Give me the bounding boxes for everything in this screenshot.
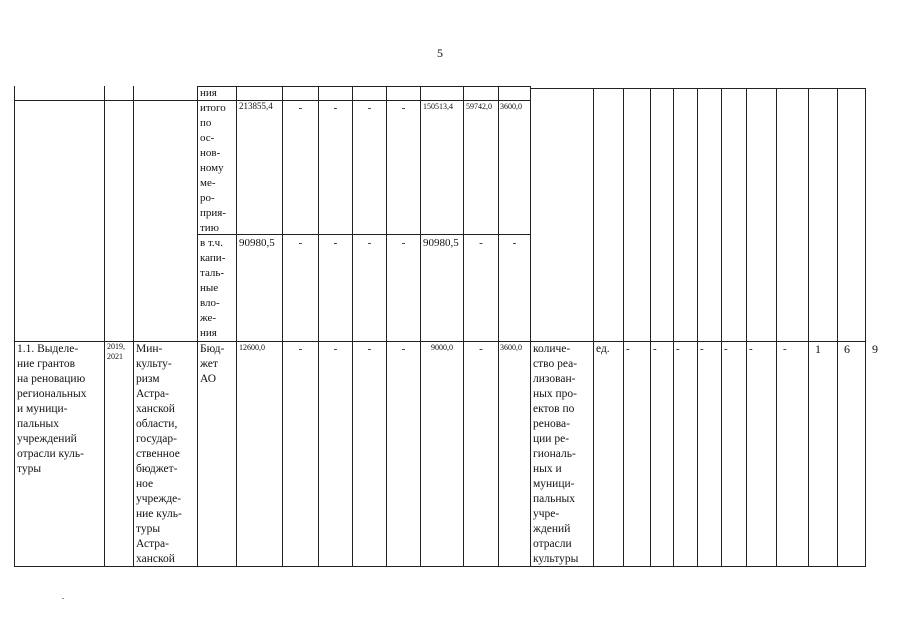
row-executor: Мин- культу- ризм Астра- ханской области, государ- ственное бюджет- ное учрежде- ние куль- туры Астра- ханской (136, 343, 182, 565)
column-divider (808, 88, 809, 567)
column-divider (236, 86, 237, 567)
row-divider (197, 234, 530, 235)
row-value: - (367, 343, 372, 355)
column-divider (282, 86, 283, 567)
row-value: - (298, 343, 303, 355)
subtotal-capital-value: - (298, 237, 303, 249)
row-indicator: количе- ство реа- лизован- ных про- ектов по ренова- ции ре- гиональ- ных и муници- пальных учре- ждений отрасли культуры (533, 343, 579, 565)
subtotal-main-value: - (298, 102, 303, 114)
column-divider (386, 86, 387, 567)
row-total: 12600,0 (239, 343, 265, 352)
row-indicator-value: 6 (844, 342, 850, 356)
subtotal-main-value: 3600,0 (500, 102, 522, 111)
header-cell: ния (200, 87, 217, 99)
column-divider (593, 88, 594, 567)
column-divider (746, 88, 747, 567)
row-name: 1.1. Выделе- ние грантов на реновацию региональных и муници- пальных учреждений отрасли куль- туры (17, 343, 87, 475)
row-indicator-value: - (626, 343, 630, 355)
subtotal-main-value: 150513,4 (423, 102, 453, 111)
column-divider (463, 86, 464, 567)
subtotal-capital-total: 90980,5 (239, 237, 275, 249)
subtotal-main-value: 59742,0 (466, 102, 492, 111)
column-divider (352, 86, 353, 567)
row-value: 3600,0 (500, 343, 522, 352)
subtotal-capital-label: в т.ч. капи- таль- ные вло- же- ния (200, 237, 226, 339)
subtotal-capital-value: - (401, 237, 406, 249)
row-indicator-value: - (749, 343, 753, 355)
row-indicator-value: - (700, 343, 704, 355)
row-value: - (479, 343, 483, 355)
row-years: 2019, 2021 (107, 342, 125, 361)
row-indicator-value: - (676, 343, 680, 355)
column-divider (865, 88, 866, 567)
subtotal-capital-value: - (512, 237, 517, 249)
row-value: - (401, 343, 406, 355)
column-divider (318, 86, 319, 567)
column-divider (420, 86, 421, 567)
column-divider (623, 88, 624, 567)
subtotal-main-value: - (333, 102, 338, 114)
column-divider (104, 86, 105, 567)
scan-speck (62, 598, 64, 599)
row-indicator-value: - (783, 343, 787, 355)
subtotal-capital-value: - (479, 237, 483, 249)
subtotal-main-value: - (401, 102, 406, 114)
row-value: 9000,0 (431, 343, 453, 352)
row-indicator-value: 1 (815, 342, 821, 356)
subtotal-main-value: - (367, 102, 372, 114)
table-top-border (197, 86, 530, 87)
column-divider (14, 86, 15, 567)
column-divider (721, 88, 722, 567)
subtotal-capital-value: - (333, 237, 338, 249)
row-indicator-value: 9 (872, 342, 878, 356)
column-divider (650, 88, 651, 567)
column-divider (776, 88, 777, 567)
column-divider (837, 88, 838, 567)
subtotal-main-label: итого по ос- нов- ному ме- ро- прия- тию (200, 102, 226, 234)
row-funding-source: Бюд- жет АО (200, 343, 225, 385)
column-divider (673, 88, 674, 567)
subtotal-capital-value: 90980,5 (423, 237, 459, 249)
row-indicator-value: - (653, 343, 657, 355)
row-indicator-value: - (724, 343, 728, 355)
column-divider (697, 88, 698, 567)
column-divider (498, 86, 499, 567)
subtotal-main-total: 213855,4 (239, 101, 273, 111)
row-unit: ед. (596, 343, 610, 355)
page-number: 5 (437, 46, 443, 60)
subtotal-capital-value: - (367, 237, 372, 249)
row-value: - (333, 343, 338, 355)
